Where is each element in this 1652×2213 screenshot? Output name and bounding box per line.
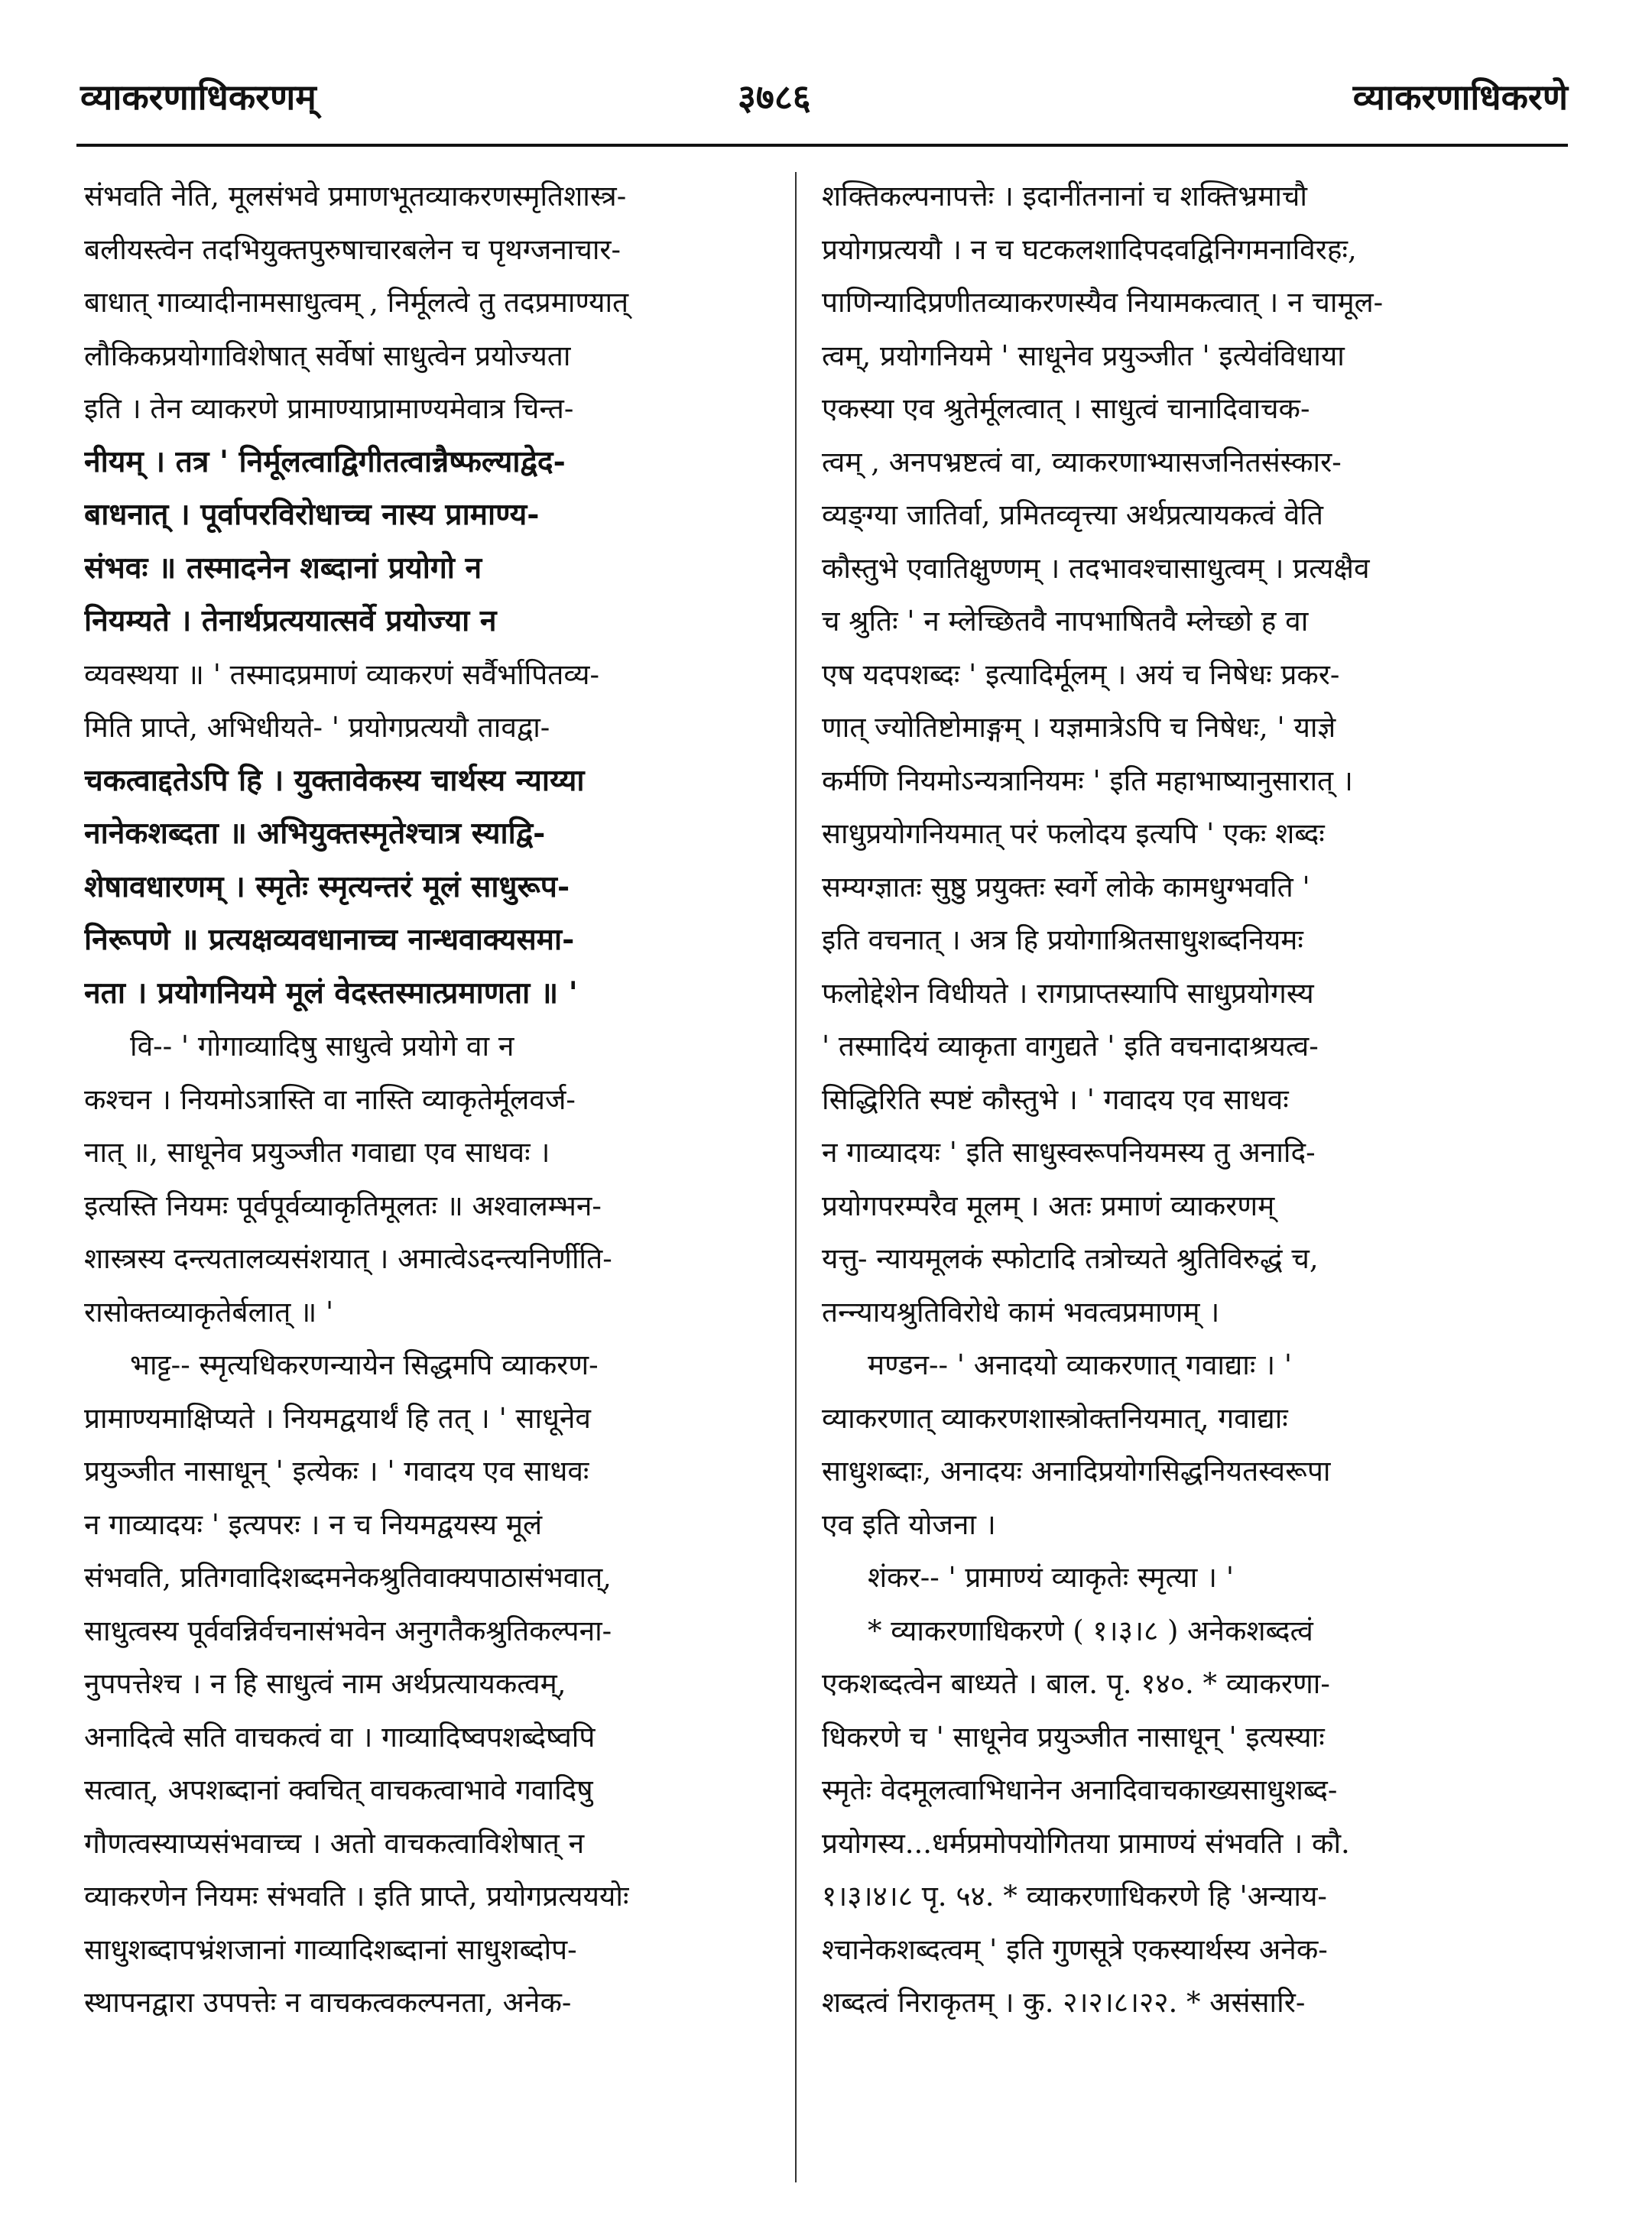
text-line: स्थापनद्वारा उपपत्तेः न वाचकत्वकल्पनता, अनेक- bbox=[84, 1986, 572, 2019]
text-line: संभवति नेति, मूलसंभवे प्रमाणभूतव्याकरणस्मृतिशास्त्र- bbox=[84, 180, 627, 213]
left-column bbox=[84, 170, 772, 2030]
text-line: श्चानेकशब्दत्वम् ' इति गुणसूत्रे एकस्यार्थस्य अनेक- bbox=[822, 1932, 1328, 1966]
text-line: प्रयोगप्रत्ययौ । न च घटकलशादिपदवद्विनिगमनाविरहः, bbox=[822, 232, 1357, 266]
text-line: व्याकरणात् व्याकरणशास्त्रोक्तनियमात्, गवाद्याः bbox=[822, 1401, 1288, 1435]
text-line: धिकरणे च ' साधूनेव प्रयुञ्जीत नासाधून् ' इत्यस्याः bbox=[822, 1720, 1325, 1754]
text-line: एकस्या एव श्रुतेर्मूलत्वात् । साधुत्वं चानादिवाचक- bbox=[822, 392, 1310, 425]
text-line: सिद्धिरिति स्पष्टं कौस्तुभे । ' गवादय एव साधवः bbox=[822, 1082, 1289, 1116]
text-line: प्रयोगस्य...धर्मप्रमोपयोगितया प्रामाण्यं संभवति । कौ. bbox=[822, 1826, 1350, 1860]
text-line: सम्यग्ज्ञातः सुष्ठु प्रयुक्तः स्वर्गे लोके कामधुग्भवति ' bbox=[822, 870, 1310, 904]
text-line: मिति प्राप्ते, अभिधीयते- ' प्रयोगप्रत्ययौ तावद्वा- bbox=[84, 711, 550, 744]
text-line: च श्रुतिः ' न म्लेच्छितवै नापभाषितवै म्लेच्छो ह वा bbox=[822, 605, 1309, 638]
text-line: १।३।४।८ पृ. ५४. * व्याकरणाधिकरणे हि 'अन्याय- bbox=[822, 1880, 1327, 1913]
text-line: नुपपत्तेश्च । न हि साधुत्वं नाम अर्थप्रत्यायकत्वम्, bbox=[84, 1667, 566, 1700]
header-rule bbox=[76, 144, 1568, 147]
text-line: एव इति योजना । bbox=[822, 1507, 996, 1541]
text-line: व्यवस्थया ॥ ' तस्मादप्रमाणं व्याकरणं सर्वैर्भापितव्य- bbox=[84, 657, 599, 691]
text-line: मण्डन-- ' अनादयो व्याकरणात् गवाद्याः । ' bbox=[868, 1348, 1293, 1381]
text-line: शंकर-- ' प्रामाण्यं व्याकृतेः स्मृत्या । ' bbox=[868, 1561, 1234, 1594]
text-line: संभवः ॥ तस्मादनेन शब्दानां प्रयोगो न bbox=[84, 550, 482, 586]
text-line: न गाव्यादयः ' इति साधुस्वरूपनियमस्य तु अनादि- bbox=[822, 1136, 1316, 1169]
text-line: प्रयुञ्जीत नासाधून् ' इत्येकः । ' गवादय एव साधवः bbox=[84, 1455, 589, 1488]
text-line: निरूपणे ॥ प्रत्यक्षव्यवधानाच्च नान्धवाक्यसमा- bbox=[84, 922, 575, 957]
text-line: * व्याकरणाधिकरणे ( १।३।८ ) अनेकशब्दत्वं bbox=[868, 1614, 1313, 1647]
text-line: एष यदपशब्दः ' इत्यादिर्मूलम् । अयं च निषेधः प्रकर- bbox=[822, 657, 1340, 691]
text-line: एकशब्दत्वेन बाध्यते । बाल. पृ. १४०. * व्याकरणा- bbox=[822, 1667, 1330, 1700]
text-line: चकत्वाद्दतेऽपि हि । युक्तावेकस्य चार्थस्य न्याय्या bbox=[84, 762, 585, 798]
text-line: प्रयोगपरम्परैव मूलम् । अतः प्रमाणं व्याकरणम् bbox=[822, 1189, 1275, 1222]
text-line: णात् ज्योतिष्टोमाङ्गम् । यज्ञमात्रेऽपि च निषेधः, ' याज्ञे bbox=[822, 711, 1336, 744]
page-header bbox=[80, 73, 1568, 141]
text-line: साधुशब्दापभ्रंशजानां गाव्यादिशब्दानां साधुशब्दोप- bbox=[84, 1932, 577, 1966]
text-line: तन्न्यायश्रुतिविरोधे कामं भवत्वप्रमाणम् । bbox=[822, 1295, 1220, 1329]
page-number: ३७८६ bbox=[738, 76, 811, 118]
text-line: कश्चन । नियमोऽत्रास्ति वा नास्ति व्याकृतेर्मूलवर्ज- bbox=[84, 1082, 576, 1116]
text-line: साधुशब्दाः, अनादयः अनादिप्रयोगसिद्धनियतस्वरूपा bbox=[822, 1455, 1331, 1488]
running-title-left: व्याकरणाधिकरणम् bbox=[80, 76, 316, 118]
text-line: बलीयस्त्वेन तदभियुक्तपुरुषाचारबलेन च पृथग्जनाचार- bbox=[84, 232, 622, 266]
text-line: साधुप्रयोगनियमात् परं फलोदय इत्यपि ' एकः शब्दः bbox=[822, 817, 1325, 850]
text-line: बाधनात् । पूर्वापरविरोधाच्च नास्य प्रामाण्य- bbox=[84, 497, 540, 532]
right-column bbox=[822, 170, 1514, 2030]
text-line: इत्यस्ति नियमः पूर्वपूर्वव्याकृतिमूलतः ॥ अश्वालम्भन- bbox=[84, 1189, 602, 1222]
text-line: प्रामाण्यमाक्षिप्यते । नियमद्वयार्थं हि तत् । ' साधूनेव bbox=[84, 1401, 591, 1435]
text-line: नात् ॥, साधूनेव प्रयुञ्जीत गवाद्या एव साधवः । bbox=[84, 1136, 550, 1169]
text-line: शास्त्रस्य दन्त्यतालव्यसंशयात् । अमात्वेऽदन्त्यनिर्णीति- bbox=[84, 1242, 612, 1275]
text-line: लौकिकप्रयोगाविशेषात् सर्वेषां साधुत्वेन प्रयोज्यता bbox=[84, 339, 571, 372]
text-line: नानेकशब्दता ॥ अभियुक्तस्मृतेश्चात्र स्याद्वि- bbox=[84, 816, 546, 851]
text-line: बाधात् गाव्यादीनामसाधुत्वम् , निर्मूलत्वे तु तदप्रमाण्यात् bbox=[84, 286, 629, 319]
text-line: अनादित्वे सति वाचकत्वं वा । गाव्यादिष्वपशब्देष्वपि bbox=[84, 1720, 596, 1754]
text-line: गौणत्वस्याप्यसंभवाच्च । अतो वाचकत्वाविशेषात् न bbox=[84, 1826, 585, 1860]
text-line: व्याकरणेन नियमः संभवति । इति प्राप्ते, प्रयोगप्रत्यययोः bbox=[84, 1880, 629, 1913]
text-line: कौस्तुभे एवातिक्षुण्णम् । तदभावश्चासाधुत्वम् । प्रत्यक्षैव bbox=[822, 551, 1370, 585]
text-line: शेषावधारणम् । स्मृतेः स्मृत्यन्तरं मूलं साधुरूप- bbox=[84, 868, 570, 904]
running-title-right: व्याकरणाधिकरणे bbox=[1352, 76, 1568, 118]
text-line: नीयम् । तत्र ' निर्मूलत्वाद्विगीतत्वान्नैष्फल्याद्वेद- bbox=[84, 443, 566, 479]
text-line: त्वम् , अनपभ्रष्टत्वं वा, व्याकरणाभ्यासजनितसंस्कार- bbox=[822, 445, 1342, 479]
column-divider bbox=[795, 172, 797, 2182]
text-line: नियम्यते । तेनार्थप्रत्ययात्सर्वे प्रयोज्या न bbox=[84, 603, 497, 638]
text-line: पाणिन्यादिप्रणीतव्याकरणस्यैव नियामकत्वात् । न चामूल- bbox=[822, 286, 1384, 319]
text-line: यत्तु- न्यायमूलकं स्फोटादि तत्रोच्यते श्रुतिविरुद्धं च, bbox=[822, 1242, 1319, 1275]
text-line: न गाव्यादयः ' इत्यपरः । न च नियमद्वयस्य मूलं bbox=[84, 1507, 543, 1541]
text-line: शब्दत्वं निराकृतम् । कु. २।२।८।२२. * असंसारि- bbox=[822, 1986, 1306, 2019]
text-line: स्मृतेः वेदमूलत्वाभिधानेन अनादिवाचकाख्यसाधुशब्द- bbox=[822, 1773, 1338, 1806]
text-line: सत्वात्, अपशब्दानां क्वचित् वाचकत्वाभावे गवादिषु bbox=[84, 1773, 593, 1806]
text-line: कर्मणि नियमोऽन्यत्रानियमः ' इति महाभाष्यानुसारात् । bbox=[822, 764, 1353, 797]
text-line: रासोक्तव्याकृतेर्बलात् ॥ ' bbox=[84, 1295, 334, 1329]
text-line: भाट्ट-- स्मृत्यधिकरणन्यायेन सिद्धमपि व्याकरण- bbox=[130, 1348, 599, 1381]
text-line: साधुत्वस्य पूर्ववन्निर्वचनासंभवेन अनुगतैकश्रुतिकल्पना- bbox=[84, 1614, 612, 1647]
text-line: वि-- ' गोगाव्यादिषु साधुत्वे प्रयोगे वा न bbox=[130, 1030, 514, 1063]
text-line: इति । तेन व्याकरणे प्रामाण्याप्रामाण्यमेवात्र चिन्त- bbox=[84, 392, 574, 425]
text-line: शक्तिकल्पनापत्तेः । इदानींतनानां च शक्तिभ्रमाचौ bbox=[822, 180, 1308, 213]
text-line: ' तस्मादियं व्याकृता वागुद्यते ' इति वचनादाश्रयत्व- bbox=[822, 1030, 1319, 1063]
text-line: नता । प्रयोगनियमे मूलं वेदस्तस्मात्प्रमाणता ॥ ' bbox=[84, 975, 578, 1011]
text-line: त्वम्, प्रयोगनियमे ' साधूनेव प्रयुञ्जीत ' इत्येवंविधाया bbox=[822, 339, 1345, 372]
text-line: व्यङ्ग्या जातिर्वा, प्रमितव्वृत्त्या अर्थप्रत्यायकत्वं वेति bbox=[822, 498, 1323, 531]
text-line: इति वचनात् । अत्र हि प्रयोगाश्रितसाधुशब्दनियमः bbox=[822, 923, 1303, 956]
text-line: संभवति, प्रतिगवादिशब्दमनेकश्रुतिवाक्यपाठासंभवात्, bbox=[84, 1561, 612, 1594]
text-line: फलोद्देशेन विधीयते । रागप्राप्तस्यापि साधुप्रयोगस्य bbox=[822, 976, 1314, 1010]
